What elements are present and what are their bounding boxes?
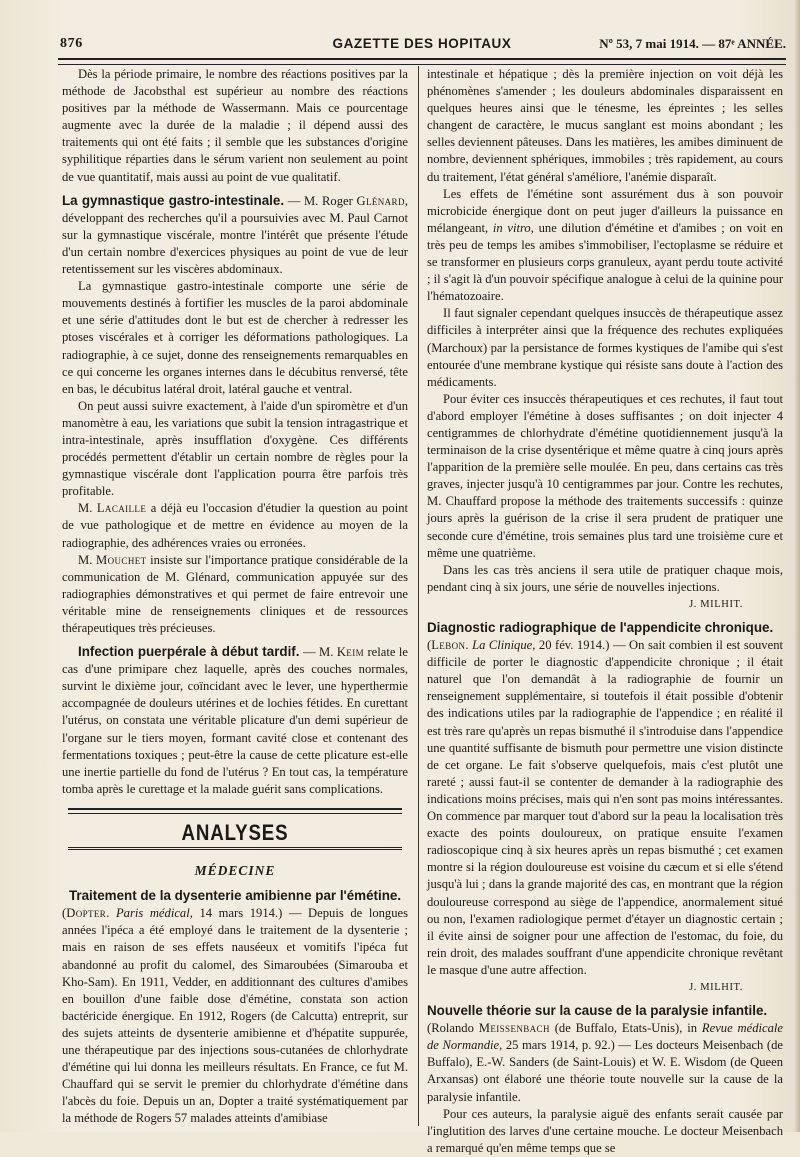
signature: J. MILHIT.: [689, 598, 743, 610]
issue-info: Nº 53, 7 mai 1914. — 87ᵉ ANNÉE.: [599, 36, 786, 51]
author-name: Meissenbach: [478, 1021, 550, 1036]
dysentery-continued-5: Dans les cas très anciens il sera utile de pratiquer chaque mois, pendant cinq à six jours, une série de nouvelles injections.: [427, 562, 783, 594]
gymnastics-article: La gymnastique gastro-intestinale. — M. Roger Glénard, développant des recherches qu'il a poursuivies avec M. Paul Carnot sur la gymnastique viscérale, montre l'intérêt que présente l'étude d'un certain nombre d'exercices physiques au point de vue de leur retentissement sur les viscères abdominaux.: [62, 192, 409, 277]
author-name: Lebon: [431, 638, 466, 653]
section-title-analyses: ANALYSES: [181, 819, 289, 845]
author-name: Glénard: [356, 193, 405, 208]
journal-title: GAZETTE DES HOPITAUX: [332, 36, 512, 51]
article-title-gymnastics: La gymnastique gastro-intestinale.: [62, 192, 285, 208]
left-column: [62, 66, 408, 1127]
article-title-infection: Infection puerpérale à début tardif.: [78, 644, 300, 660]
page-number: 876: [60, 36, 83, 51]
article-title-dysentery-line: [62, 887, 408, 905]
infection-article: Infection puerpérale à début tardif. — M. Keim relate le cas d'une primipare chez laquelle, après des couches normales, survint le dixième jour, coïncidant avec le lever, une hyperthermie accompagnée de douleurs utérines et de lochies fétides. En curettant l'utérus, on constata une véritable plicature d'un demi supérieur de l'organe sur le tiers moyen, formant cavité close et contenant des fermentations toxiques ; peut-être la cause de cette plicature est-elle une inertie partielle du fond de l'utérus ? En tout cas, la température tomba après le curettage et la malade guérit sans complications.: [62, 644, 408, 796]
gymnastics-paragraph-5: M. Mouchet insiste sur l'importance pratique considérable de la communication de M. Glénard, communication appuyée sur des radiographies démonstratives et qui permet de faire entrevoir une véritable mine de renseignements cliniques et de ressources thérapeutiques très précieuses.: [62, 552, 408, 635]
article-title-paralysis: Nouvelle théorie sur la cause de la paralysie infantile.: [427, 1003, 768, 1019]
article-title-dysentery: Traitement de la dysenterie amibienne par l'émétine.: [68, 888, 402, 904]
dysentery-continued-1: intestinale et hépatique ; dès la première injection on voit déjà les phénomènes s'amender ; les douleurs abdominales disparaissent en quelques heures ainsi que le ténesme, les épreintes ; les selles changent de caractère, le mucus sanglant est moins abondant ; les selles deviennent pâteuses. Dans les matières, les amibes diminuent de nombre, deviennent sphériques, immobiles ; très rapidement, au cours du traitement, l'état général s'améliore, l'anémie disparaît.: [427, 67, 783, 184]
dysentery-continued-3: Il faut signaler cependant quelques insuccès de thérapeutique assez difficiles à interpréter ainsi que la fréquence des rechutes expliquées (Marchoux) par la persistance de formes kystiques de l'amibe qui s'est entourée d'une membrane kystique qui résiste sans doute à l'action des médicaments.: [427, 306, 783, 389]
page-header: [58, 34, 786, 56]
journal-name: La Clinique: [472, 638, 533, 653]
section-rule: [68, 808, 402, 814]
gymnastics-paragraph-3: On peut aussi suivre exactement, à l'aide d'un spiromètre et d'un manomètre à eau, les variations que subit la tension intragastrique et intra-intestinale, après insufflation d'oxygène. Ces différents procédés permettent d'établir un certain nombre de règles pour la gymnastique viscérale dont l'application pourra être parfois très profitable.: [62, 398, 408, 499]
author-name: Lacaille: [96, 501, 147, 516]
journal-name: Revue médicale de Normandie: [427, 1021, 783, 1053]
dysentery-continued-4: Pour éviter ces insuccès thérapeutiques et ces rechutes, il faut tout d'abord employer l'émétine à doses suffisantes ; on doit injecter 4 centigrammes de chlorhydrate d'émétine quotidiennement jusqu'à la terminaison de la crise dysentérique et même quatre à cinq jours après l'apparition de la première selle moulée. En peu, dans certains cas très graves, injecter jusqu'à 10 centigrammes par jour. Contre les rechutes, M. Chauffard propose la méthode des traitements successifs : quinze jours après la guérison de la crise il sera prudent de pratiquer une seconde cure d'émétine, trois semaines plus tard une troisième cure et même une quatrième.: [427, 391, 783, 560]
subsection-title-medecine: MÉDECINE: [194, 863, 276, 879]
author-name: Dopter: [66, 906, 107, 921]
appendicitis-article: Diagnostic radiographique de l'appendicite chronique. (Lebon. La Clinique, 20 fév. 1914.) — On sait combien il est souvent difficile de porter le diagnostic d'appendicite chronique ; il était naturel que l'on demandât à la radiographie de fournir un renseignement supplémentaire, si toutefois il était possible d'obtenir des indications utiles par la radiographie de l'appendice ; en réalité il est très rare qu'après un repas bismuthé il s'introduise dans l'appendice une quantité suffisante de bismuth pour permettre une vision distincte de cet organe. Le fait s'observe quelquefois, mais c'est plutôt une rareté ; aussi faut-il se contenter de demander à la radiographie des indications moins précises, mais qui n'en sont pas moins intéressantes. On commence par marquer tout d'abord sur la peau la localisation très exacte des points douloureux, on pratique ensuite l'examen radioscopique cinq à six heures après un repas bismuthé ; cet examen montre si la région douloureuse est voisine du cæcum et si elle s'étend jusqu'à lui ; dans la grande majorité des cas, en montrant que la région douloureuse correspond au siège de l'appendice, anormalement situé ou non, l'examen radiologique permet d'étayer un diagnostic certain ; il évite ainsi de soigner pour une affection de l'estomac, du foie, du rein droit, des malades souffrant d'une appendicite chronique revêtant le masque d'une autre affection.: [427, 620, 783, 977]
paralysis-paragraph-2: Pour ces auteurs, la paralysie aiguë des enfants serait causée par l'inglutition des larves d'une certaine mouche. Le docteur Meisenbach a remarqué qu'en même temps que se: [427, 1106, 783, 1155]
journal-name: Paris médical: [115, 906, 190, 921]
dysentery-article: (Dopter. Paris médical, 14 mars 1914.) — Depuis de longues années l'ipéca a été employé dans le traitement de la dysenterie ; mais en raison de ses effets nauséeux et vomitifs l'ipéca fut abandonné au profit du calomel, des Simaroubées (Simarouba et Kho-Sam). En 1911, Vedder, en additionnant des cultures d'amibes en bouillon d'une faible dose d'émétine, constata son action bactéricide énergique. En 1912, Rogers (de Calcutta) entreprit, sur des sujets atteints de dysenterie amibienne et d'hépatite suppurée, une thérapeutique par des injections sous-cutanées de chlorhydrate d'émétine qui lui donna les meilleurs résultats. En France, ce fut M. Chauffard qui se servit le premier du chlorhydrate d'émétine dans l'abcès du foie. Depuis un an, Dopter a traité systématiquement par la méthode de Rogers 57 malades atteints d'amibiase: [62, 906, 408, 1126]
section-rule-bottom: [68, 847, 402, 850]
signature: J. MILHIT.: [689, 981, 743, 993]
paralysis-article: Nouvelle théorie sur la cause de la paralysie infantile. (Rolando Meissenbach (de Buffalo, Etats-Unis), in Revue médicale de Normandie, 25 mars 1914, p. 92.) — Les docteurs Meisenbach (de Buffalo), E.-W. Sanders (de Saint-Louis) et W. E. Wisdom (de Queen Arxansas) ont élaboré une théorie toute nouvelle sur la cause de la paralysie infantile.: [427, 1003, 783, 1104]
dysentery-continued-2: Les effets de l'émétine sont assurément dus à son pouvoir microbicide énergique dont on peut juger d'ailleurs la puissance en mélangeant, in vitro, une dilution d'émétine et d'amibes ; on voit en très peu de temps les amibes s'immobiliser, l'ectoplasme se réduire et se transformer en plusieurs corps granuleux, ayant perdu toute activité ; il s'agit là d'un pouvoir spécifique analogue à celui de la quinine pour l'hématozoaire.: [427, 186, 784, 304]
gymnastics-paragraph-4: M. Lacaille a déjà eu l'occasion d'étudier la question au point de vue pathologique et de mettre en évidence au moyen de la radiographie, des adhérences vraies ou erronées.: [62, 501, 408, 550]
article-title-appendicitis: Diagnostic radiographique de l'appendicite chronique.: [427, 620, 774, 635]
page-edge-shadow: [794, 0, 800, 1132]
header-rule: [58, 58, 786, 65]
column-divider: [418, 66, 419, 1126]
author-name: Keim: [336, 645, 365, 660]
intro-paragraph: Dès la période primaire, le nombre des réactions positives par la méthode de Jacobsthal est supérieur au nombre des réactions positives par la méthode de Wassermann. Mais ce pourcentage augmente avec la durée de la maladie ; il dépend aussi des traitements qui ont été faits ; il semble que les substances d'origine syphilitique réparties dans le sérum varient non seulement au point de vue quantitatif, mais aussi au point de vue qualitatif.: [62, 67, 408, 184]
right-column: [427, 66, 783, 1157]
gymnastics-paragraph-2: La gymnastique gastro-intestinale comporte une série de mouvements destinés à fortifier les muscles de la paroi abdominale et une série d'attitudes dont le but est de chercher à redresser les ptoses viscérales et à corriger les déformations pathologiques. La radiographie, à ce sujet, donne des renseignements remarquables en ce qui concerne les organes internes dans le décubitus renversé, tête en bas, le décubitus latéral droit, latéral gauche et ventral.: [62, 279, 408, 396]
author-name: Mouchet: [96, 552, 147, 567]
